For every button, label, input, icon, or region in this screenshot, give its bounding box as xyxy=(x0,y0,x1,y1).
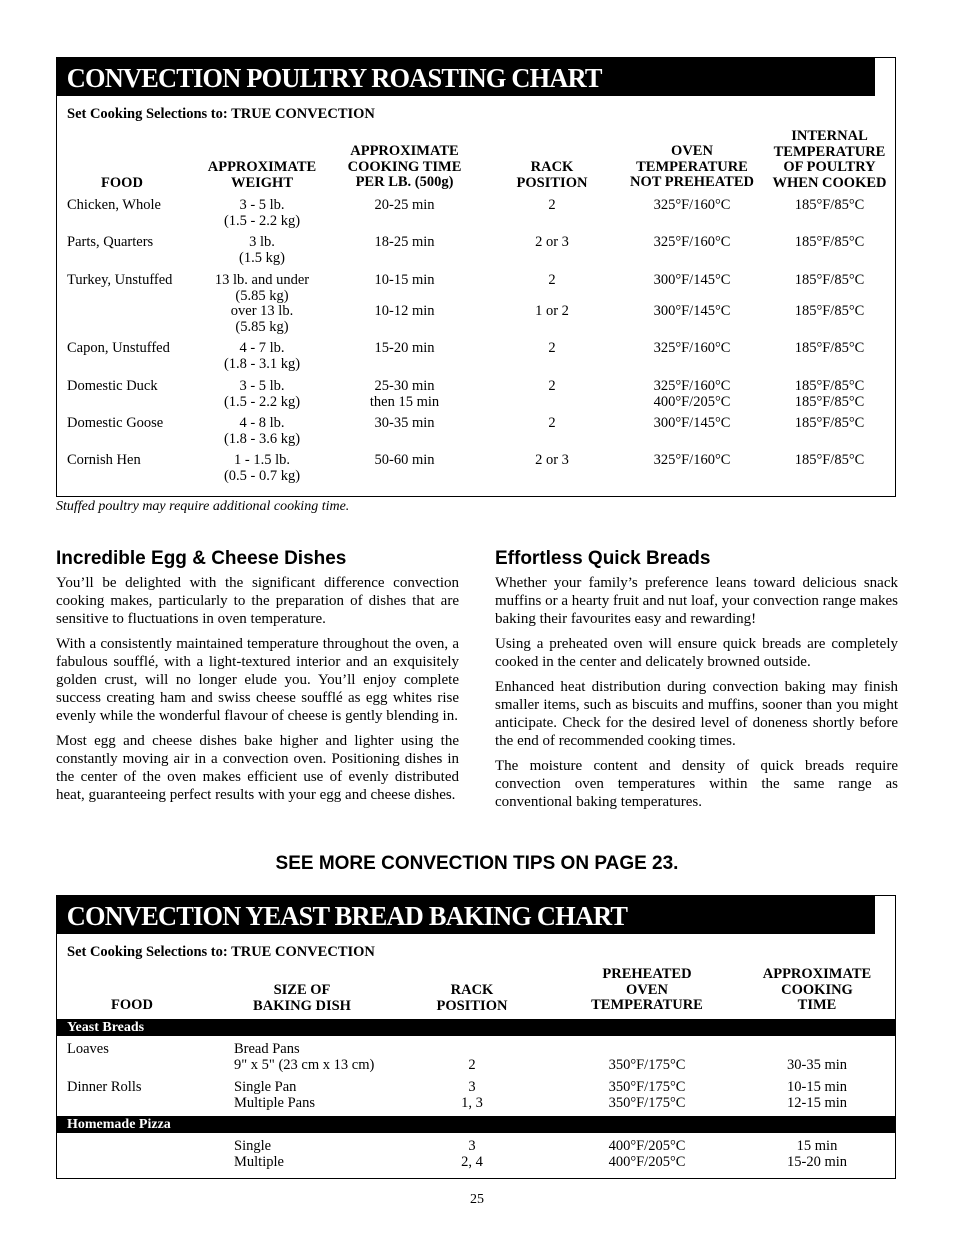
food-cell: Cornish Hen xyxy=(67,452,141,468)
temp-cell: 350°F/175°C 350°F/175°C xyxy=(608,1079,686,1111)
section-band-yeast-breads: Yeast Breads xyxy=(57,1019,895,1036)
quick-breads-heading: Effortless Quick Breads xyxy=(495,548,711,569)
poultry-header-rack: RACK POSITION xyxy=(516,159,588,191)
weight-cell: 3 lb. (1.5 kg) xyxy=(239,234,285,266)
poultry-header-food: FOOD xyxy=(101,175,143,191)
bread-header-rack: RACK POSITION xyxy=(436,982,508,1014)
poultry-header-oven: OVEN TEMPERATURE NOT PREHEATED xyxy=(630,143,754,190)
see-more-tips: SEE MORE CONVECTION TIPS ON PAGE 23. xyxy=(275,853,679,874)
temp-cell: 400°F/205°C 400°F/205°C xyxy=(608,1138,686,1170)
weight-cell: 4 - 8 lb. (1.8 - 3.6 kg) xyxy=(223,415,301,447)
food-cell: Dinner Rolls xyxy=(67,1079,142,1095)
egg-cheese-heading: Incredible Egg & Cheese Dishes xyxy=(56,548,347,569)
page-number: 25 xyxy=(470,1192,484,1207)
poultry-header-weight: APPROXIMATE WEIGHT xyxy=(207,159,317,191)
weight-cell: 4 - 7 lb. (1.8 - 3.1 kg) xyxy=(223,340,301,372)
bread-paragraph: The moisture content and density of quick breads require convection oven temperatures within the same range as conventional baking temperatures. xyxy=(495,758,898,810)
internal-temp-cell: 185°F/85°C xyxy=(794,197,865,213)
time-cell: 18-25 min xyxy=(374,234,435,250)
rack-cell: 3 1, 3 xyxy=(461,1079,483,1111)
oven-temp-cell: 325°F/160°C xyxy=(653,234,731,250)
weight-cell: 13 lb. and under (5.85 kg) over 13 lb. (5.85 kg) xyxy=(214,272,310,335)
food-cell: Domestic Goose xyxy=(67,415,164,431)
internal-temp-cell: 185°F/85°C xyxy=(794,452,865,468)
bread-paragraph: Whether your family’s preference leans toward delicious snack muffins or a hearty fruit and nut loaf, your convection range makes baking their favourites easy and rewarding! xyxy=(495,575,898,627)
bread-set-selection: Set Cooking Selections to: TRUE CONVECTION xyxy=(67,944,375,960)
weight-cell: 1 - 1.5 lb. (0.5 - 0.7 kg) xyxy=(223,452,301,484)
poultry-header-internal: INTERNAL TEMPERATURE OF POULTRY WHEN COOKED xyxy=(772,128,887,191)
weight-cell: 3 - 5 lb. (1.5 - 2.2 kg) xyxy=(223,197,301,229)
rack-cell: 2 xyxy=(468,1056,476,1073)
bread-header-time: APPROXIMATE COOKING TIME xyxy=(762,966,872,1013)
rack-cell: 2 xyxy=(548,378,556,394)
rack-cell: 3 2, 4 xyxy=(461,1138,483,1170)
rack-cell: 2 1 or 2 xyxy=(535,272,569,319)
food-cell: Chicken, Whole xyxy=(67,197,161,213)
time-cell: 10-15 min 12-15 min xyxy=(786,1079,847,1111)
internal-temp-cell: 185°F/85°C xyxy=(794,234,865,250)
internal-temp-cell: 185°F/85°C 185°F/85°C xyxy=(794,378,865,410)
quick-breads-section xyxy=(495,548,898,818)
poultry-footnote: Stuffed poultry may require additional cooking time. xyxy=(56,499,350,514)
rack-cell: 2 xyxy=(548,197,556,213)
poultry-chart xyxy=(56,57,896,497)
egg-paragraph: Most egg and cheese dishes bake higher and lighter using the constantly moving air in a convection oven. Positioning dishes in the center of the oven makes efficient use of evenly distributed heat, guaranteeing perfect results with your egg and cheese dishes. xyxy=(56,733,459,803)
section-band-homemade-pizza: Homemade Pizza xyxy=(57,1116,895,1133)
internal-temp-cell: 185°F/85°C xyxy=(794,415,865,431)
rack-cell: 2 or 3 xyxy=(535,234,569,250)
bread-paragraph: Enhanced heat distribution during convection baking may finish smaller items, such as biscuits and muffins, sooner than you might anticipate. Check for the desired level of doneness shortly before the end of recommended cooking times. xyxy=(495,679,898,749)
weight-cell: 3 - 5 lb. (1.5 - 2.2 kg) xyxy=(223,378,301,410)
oven-temp-cell: 325°F/160°C xyxy=(653,452,731,468)
bread-paragraph: Using a preheated oven will ensure quick breads are completely cooked in the center and delicately browned outside. xyxy=(495,636,898,670)
food-cell: Parts, Quarters xyxy=(67,234,154,250)
internal-temp-cell: 185°F/85°C 185°F/85°C xyxy=(794,272,865,319)
oven-temp-cell: 300°F/145°C 300°F/145°C xyxy=(653,272,731,319)
dish-size-cell: Single Multiple xyxy=(234,1138,284,1170)
egg-paragraph: With a consistently maintained temperature throughout the oven, a fabulous soufflé, with a light-textured interior and an exquisitely golden crust, will no longer elude you. You’ll enjoy complete success creating ham and swiss cheese soufflé as egg whites rise evenly while the wonderful flavour of cheese is gently blending in. xyxy=(56,636,459,724)
time-cell: 50-60 min xyxy=(374,452,435,468)
rack-cell: 2 xyxy=(548,340,556,356)
bread-chart xyxy=(56,895,896,1179)
poultry-set-selection: Set Cooking Selections to: TRUE CONVECTION xyxy=(67,106,375,122)
time-cell: 25-30 min then 15 min xyxy=(369,378,440,410)
oven-temp-cell: 325°F/160°C xyxy=(653,197,731,213)
food-cell: Loaves xyxy=(67,1041,109,1057)
oven-temp-cell: 300°F/145°C xyxy=(653,415,731,431)
food-cell: Domestic Duck xyxy=(67,378,158,394)
internal-temp-cell: 185°F/85°C xyxy=(794,340,865,356)
oven-temp-cell: 325°F/160°C xyxy=(653,340,731,356)
bread-header-food: FOOD xyxy=(111,997,153,1013)
food-cell: Capon, Unstuffed xyxy=(67,340,170,356)
bread-chart-title: CONVECTION YEAST BREAD BAKING CHART xyxy=(57,896,875,934)
time-cell: 30-35 min xyxy=(786,1056,847,1073)
time-cell: 20-25 min xyxy=(374,197,435,213)
oven-temp-cell: 325°F/160°C 400°F/205°C xyxy=(653,378,731,410)
egg-cheese-section xyxy=(56,548,459,811)
time-cell: 15-20 min xyxy=(374,340,435,356)
rack-cell: 2 xyxy=(548,415,556,431)
time-cell: 15 min 15-20 min xyxy=(786,1138,847,1170)
bread-header-temp: PREHEATED OVEN TEMPERATURE xyxy=(591,966,703,1013)
rack-cell: 2 or 3 xyxy=(535,452,569,468)
temp-cell: 350°F/175°C xyxy=(608,1056,686,1073)
time-cell: 10-15 min 10-12 min xyxy=(374,272,435,319)
bread-header-size: SIZE OF BAKING DISH xyxy=(253,982,351,1014)
dish-size-cell: Single Pan Multiple Pans xyxy=(234,1079,315,1111)
time-cell: 30-35 min xyxy=(374,415,435,431)
dish-size-cell: Bread Pans 9" x 5" (23 cm x 13 cm) xyxy=(234,1041,375,1073)
poultry-header-time: APPROXIMATE COOKING TIME PER LB. (500g) xyxy=(347,143,462,190)
egg-paragraph: You’ll be delighted with the significant difference convection cooking makes, particularly to the preparation of dishes that are sensitive to fluctuations in oven temperature. xyxy=(56,575,459,627)
poultry-chart-title: CONVECTION POULTRY ROASTING CHART xyxy=(57,58,875,96)
food-cell: Turkey, Unstuffed xyxy=(67,272,173,288)
